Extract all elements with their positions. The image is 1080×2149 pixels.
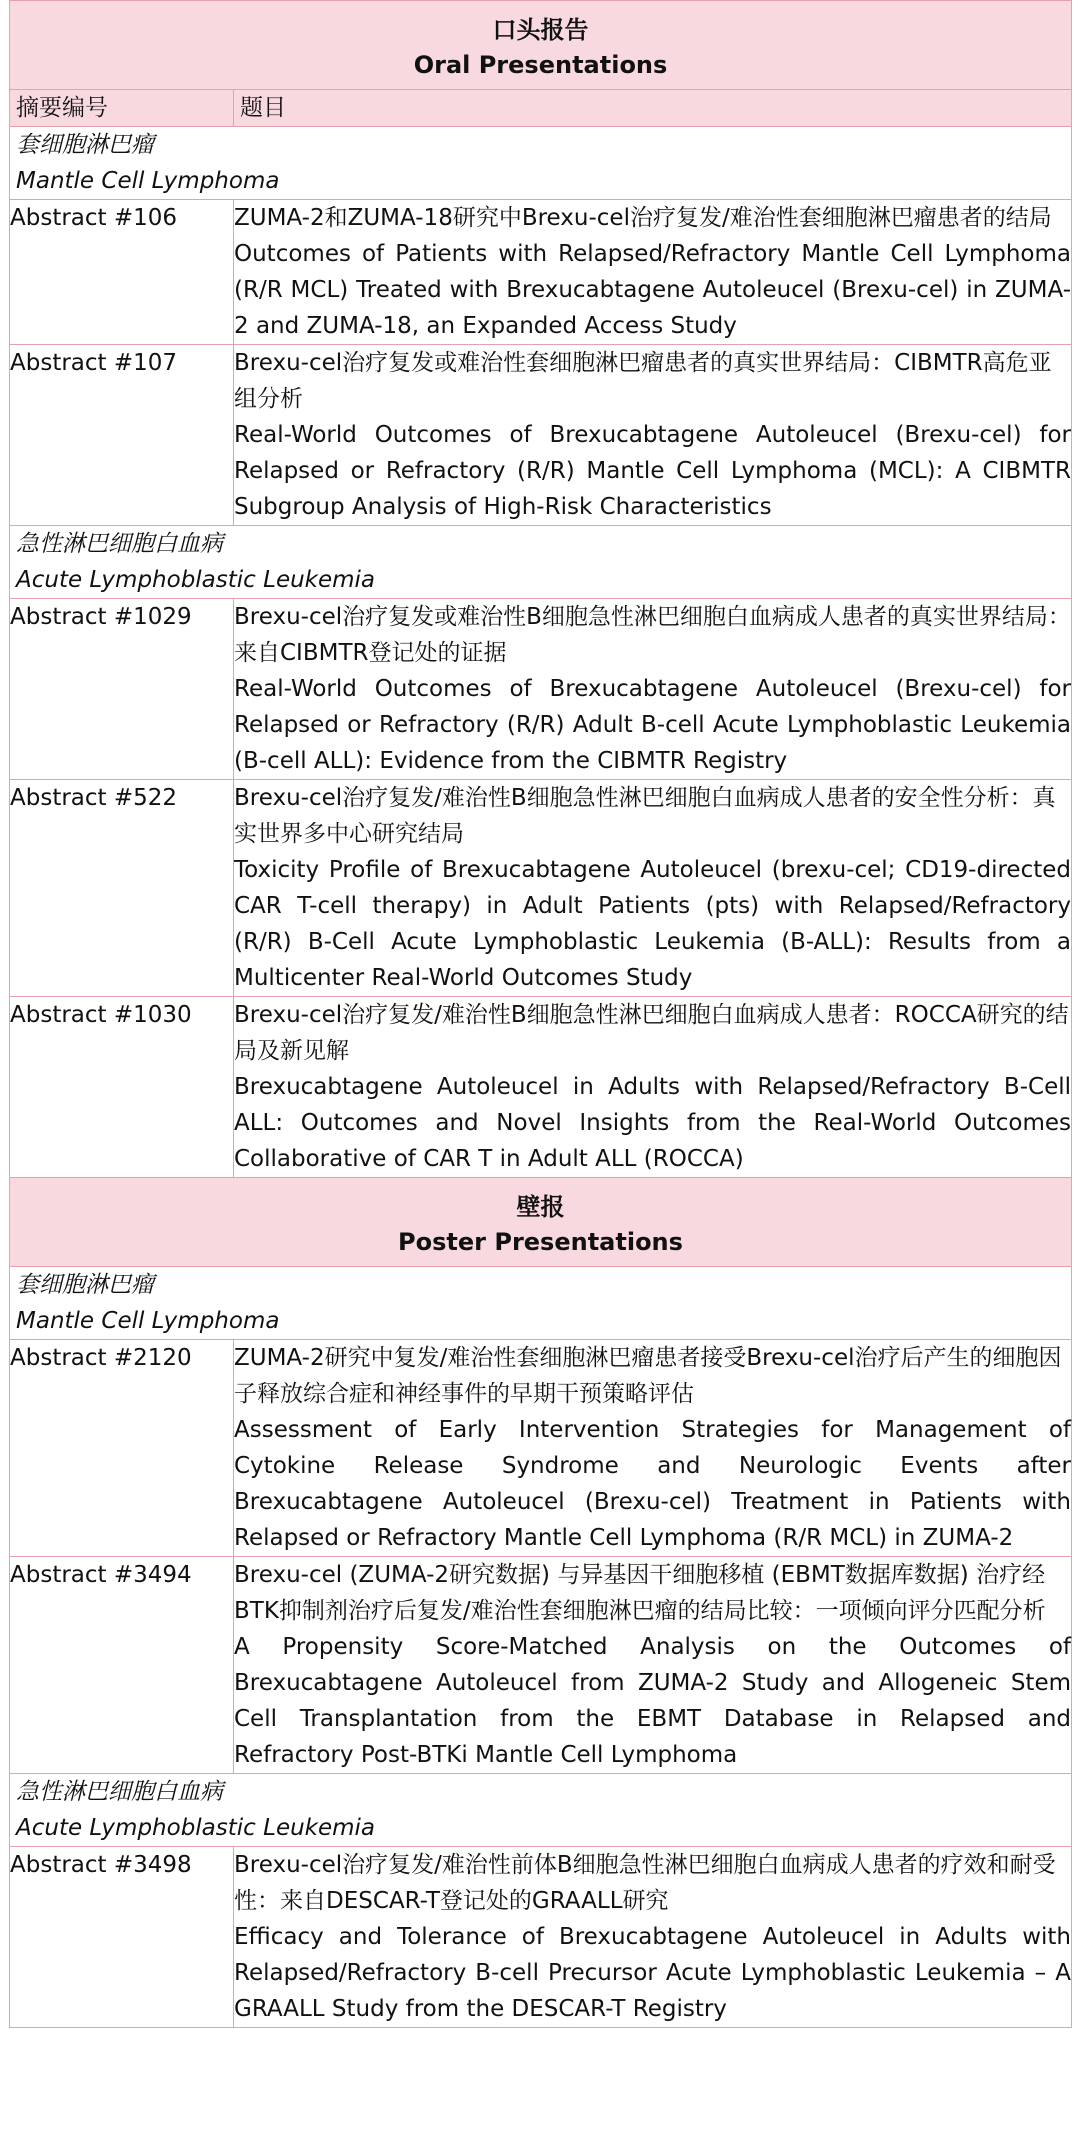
abstract-title-cell [234, 997, 1072, 1178]
abstract-id: Abstract #3494 [10, 1557, 234, 1774]
abstract-id: Abstract #522 [10, 780, 234, 997]
table-row [10, 599, 1072, 780]
abstract-table [9, 0, 1072, 2028]
abstract-title-en: Outcomes of Patients with Relapsed/Refractory Mantle Cell Lymphoma (R/R MCL) Treated with Brexucabtagene Autoleucel (Brexu-cel) in ZUMA-2 and ZUMA-18, an Expanded Access Study [234, 241, 1071, 339]
table-row [10, 997, 1072, 1178]
abstract-title-en: Brexucabtagene Autoleucel in Adults with Relapsed/Refractory B-Cell ALL: Outcomes and Novel Insights from the Real-World Outcomes Collaborative of CAR T in Adult ALL (ROCCA) [234, 1074, 1071, 1172]
abstract-title-cell [234, 200, 1072, 345]
category-row [10, 526, 1072, 599]
abstract-title-cell [234, 780, 1072, 997]
abstract-id: Abstract #2120 [10, 1340, 234, 1557]
abstract-title-zh: Brexu-cel (ZUMA-2研究数据) 与异基因干细胞移植 (EBMT数据库数据) 治疗经BTK抑制剂治疗后复发/难治性套细胞淋巴瘤的结局比较：一项倾向评分匹配分析 [234, 1562, 1046, 1624]
abstract-title-zh: Brexu-cel治疗复发或难治性B细胞急性淋巴细胞白血病成人患者的真实世界结局：来自CIBMTR登记处的证据 [234, 604, 1071, 666]
category-row [10, 127, 1072, 200]
abstract-title-zh: Brexu-cel治疗复发/难治性前体B细胞急性淋巴细胞白血病成人患者的疗效和耐受性：来自DESCAR-T登记处的GRAALL研究 [234, 1852, 1056, 1914]
abstract-title-cell [234, 345, 1072, 526]
abstract-title-cell [234, 1847, 1072, 2028]
abstract-title-cell [234, 1340, 1072, 1557]
table-row [10, 780, 1072, 997]
table-row [10, 1557, 1072, 1774]
category-en: Acute Lymphoblastic Leukemia [16, 1815, 376, 1841]
abstract-id: Abstract #3498 [10, 1847, 234, 2028]
category-row [10, 1267, 1072, 1340]
abstract-id: Abstract #106 [10, 200, 234, 345]
abstract-title-en: A Propensity Score-Matched Analysis on the Outcomes of Brexucabtagene Autoleucel from ZUMA-2 Study and Allogeneic Stem Cell Transplantation from the EBMT Database in Relapsed and Refractory Post-BTKi Mantle Cell Lymphoma [234, 1634, 1071, 1768]
abstract-title-zh: Brexu-cel治疗复发/难治性B细胞急性淋巴细胞白血病成人患者：ROCCA研究的结局及新见解 [234, 1002, 1069, 1064]
abstract-title-en: Efficacy and Tolerance of Brexucabtagene Autoleucel in Adults with Relapsed/Refractory B-cell Precursor Acute Lymphoblastic Leukemia – A GRAALL Study from the DESCAR-T Registry [234, 1924, 1071, 2022]
table-row [10, 1847, 1072, 2028]
abstract-title-zh: ZUMA-2和ZUMA-18研究中Brexu-cel治疗复发/难治性套细胞淋巴瘤患者的结局 [234, 205, 1052, 231]
abstract-title-en: Toxicity Profile of Brexucabtagene Autoleucel (brexu-cel; CD19-directed CAR T-cell therapy) in Adult Patients (pts) with Relapsed/Refractory (R/R) B-Cell Acute Lymphoblastic Leukemia (B-ALL): Results from a Multicenter Real-World Outcomes Study [234, 857, 1071, 991]
column-header-title: 题目 [234, 90, 1072, 127]
category-zh: 急性淋巴细胞白血病 [16, 531, 223, 557]
category-en: Acute Lymphoblastic Leukemia [16, 567, 376, 593]
table-row [10, 345, 1072, 526]
column-header-row [10, 90, 1072, 127]
abstract-title-en: Real-World Outcomes of Brexucabtagene Autoleucel (Brexu-cel) for Relapsed or Refractory (R/R) Mantle Cell Lymphoma (MCL): A CIBMTR Subgroup Analysis of High-Risk Characteristics [234, 422, 1071, 520]
abstract-title-en: Real-World Outcomes of Brexucabtagene Autoleucel (Brexu-cel) for Relapsed or Refractory (R/R) Adult B-cell Acute Lymphoblastic Leukemia (B-cell ALL): Evidence from the CIBMTR Registry [234, 676, 1071, 774]
category-row [10, 1774, 1072, 1847]
abstract-title-zh: Brexu-cel治疗复发或难治性套细胞淋巴瘤患者的真实世界结局：CIBMTR高危亚组分析 [234, 350, 1052, 412]
category-zh: 套细胞淋巴瘤 [16, 132, 154, 158]
abstract-title-en: Assessment of Early Intervention Strategies for Management of Cytokine Release Syndrome and Neurologic Events after Brexucabtagene Autoleucel (Brexu-cel) Treatment in Patients with Relapsed or Refractory Mantle Cell Lymphoma (R/R MCL) in ZUMA-2 [234, 1417, 1071, 1551]
abstract-id: Abstract #1029 [10, 599, 234, 780]
poster-title-en: Poster Presentations [398, 1228, 683, 1256]
column-header-id: 摘要编号 [10, 90, 234, 127]
category-zh: 套细胞淋巴瘤 [16, 1272, 154, 1298]
oral-title-zh: 口头报告 [492, 16, 589, 44]
abstract-id: Abstract #1030 [10, 997, 234, 1178]
oral-section-header [10, 1, 1072, 90]
abstract-title-zh: ZUMA-2研究中复发/难治性套细胞淋巴瘤患者接受Brexu-cel治疗后产生的细胞因子释放综合症和神经事件的早期干预策略评估 [234, 1345, 1062, 1407]
table-row [10, 1340, 1072, 1557]
table-row [10, 200, 1072, 345]
abstract-title-zh: Brexu-cel治疗复发/难治性B细胞急性淋巴细胞白血病成人患者的安全性分析：真实世界多中心研究结局 [234, 785, 1056, 847]
abstract-title-cell [234, 1557, 1072, 1774]
abstract-id: Abstract #107 [10, 345, 234, 526]
poster-section-header [10, 1178, 1072, 1267]
poster-title-zh: 壁报 [516, 1193, 565, 1221]
category-en: Mantle Cell Lymphoma [16, 168, 280, 194]
category-en: Mantle Cell Lymphoma [16, 1308, 280, 1334]
oral-title-en: Oral Presentations [413, 51, 668, 79]
abstract-title-cell [234, 599, 1072, 780]
category-zh: 急性淋巴细胞白血病 [16, 1779, 223, 1805]
